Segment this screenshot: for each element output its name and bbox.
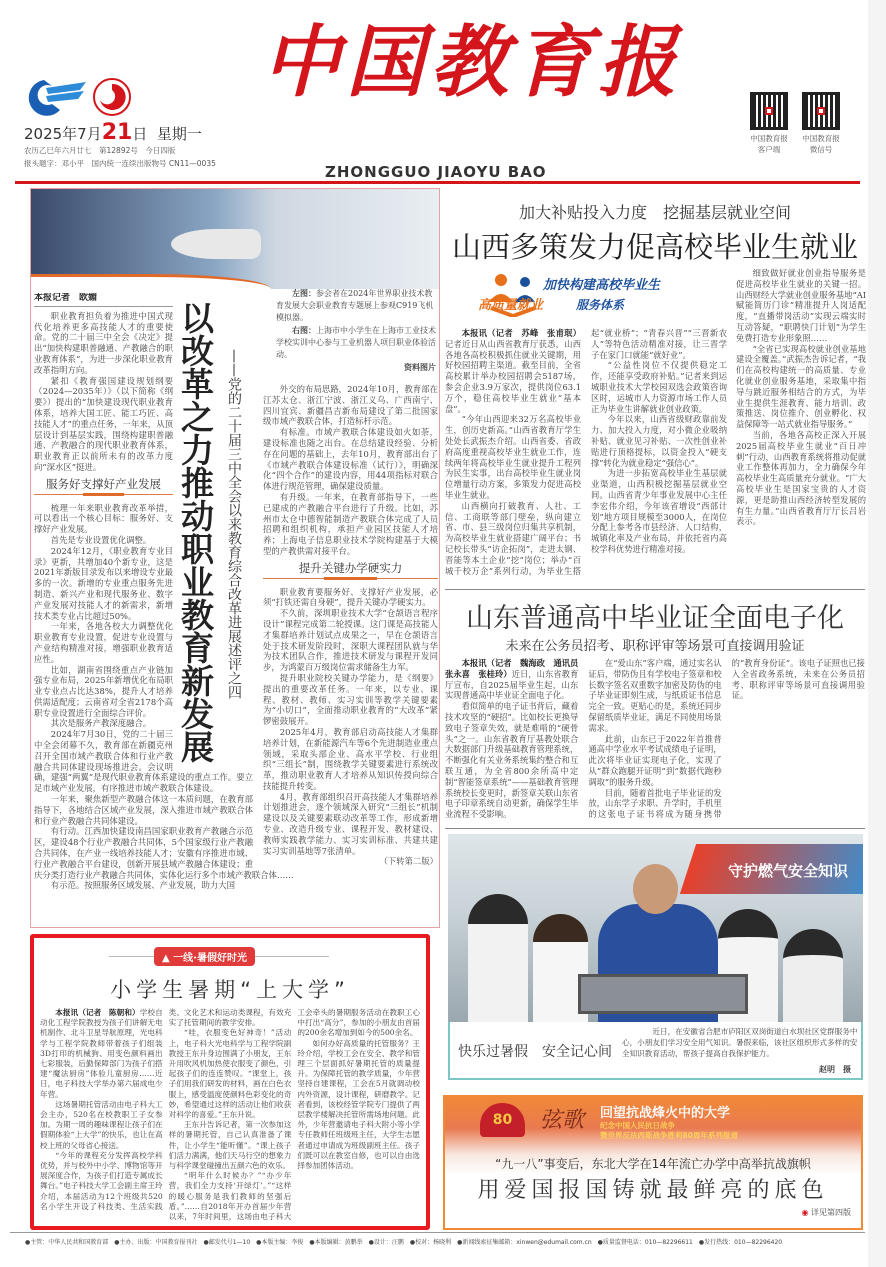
tag-label: 一线·暑假好时光	[173, 953, 247, 964]
newspaper-logos	[22, 76, 137, 122]
photo-feature-caption: 近日，在安徽省合肥市庐阳区双岗街道白水坝社区党群服务中心，小朋友们学习安全用气知识。暑假来临，该社区组织形式多样的安全知识教育活动，帮孩子提高自我保护能力。	[622, 1027, 858, 1058]
paragraph: 细致做好就业创业指导服务是促进高校毕业生就业的关键一招。山西财经大学就业创业服务基地“AI赋能简历门诊”精准提升人岗适配度，“直播带岗活动”实现云端实时互动答疑，“职聘快门计划”为学生免费打造专业形象照……	[736, 268, 866, 343]
feature-banner	[443, 1095, 863, 1230]
caption-label: 右图：	[292, 325, 316, 335]
qr-code-icon	[802, 92, 840, 130]
summer-article	[30, 934, 430, 1230]
paragraph: 山西横向打破教育、人社、工信、工商联等部门壁垒，纵向建立省、市、县三级岗位归集共享机制，为高校毕业生就业搭建广阔平台；书记校长带头“访企拓岗”，走进太钢、晋能等本土企业“挖”岗位；举办“百城千校万企”系列行动，为毕业生搭起“就业桥”；“青春兴晋”“三晋新农人”等特色活动精准对接，让三晋学子在家门口就能“就好业”。	[445, 328, 727, 576]
paragraph: 一年来，聚焦新型产教融合体这一本质问题，在教育部指导下，各地结合区域产业发展，深入推进市域产教联合体和行业产教融合共同体建设。	[34, 794, 253, 826]
photo-caption-box	[448, 1022, 863, 1080]
child	[468, 894, 528, 1022]
paragraph: 首先是专业设置优化调整。	[50, 534, 152, 545]
paragraph: 有标准。市域产教联合体建设如火如荼，建设标准也随之出台。在总结建设经验、分析存在问题的基础上，去年10月，教育部出台了《市域产教联合体建设标准（试行）》，明确深化“四个合作”的建设内容，用44项指标对联合体进行规范管理，确保建设质量。	[263, 427, 438, 492]
circle-bullet-icon: ◉	[801, 1208, 811, 1217]
paragraph: 紧扣《教育强国建设规划纲要（2024—2035年）》（以下简称《纲要》）提出的“加快建设现代职业教育体系，培养大国工匠、能工巧匠、高技能人才”的重点任务，一年来，从顶层设计到基层实践，围绕构建职普融通、产教融合的现代职业教育体系，职业教育正以前所未有的改革力度向“深水区”挺进。	[34, 375, 173, 472]
lead-body	[34, 293, 438, 923]
paragraph: 此前，山东已于2022年首推普通高中学业水平考试成绩电子证明，此次将毕业证实现电子化，实现了从“群众跑腿开证明”到“数据代跑秒调取”的服务升级。	[588, 733, 722, 787]
masthead-title: 中国教育报	[262, 17, 683, 108]
qr-code-icon	[750, 92, 788, 130]
series-sub: 暨世界反法西斯战争胜利80周年系列报道	[600, 1131, 738, 1140]
column-tag	[154, 947, 255, 966]
banner-headline: 用爱国报国铸就最鲜亮的底色	[477, 1178, 829, 1203]
paragraph: 比如，湖南省围绕重点产业链加强专业布局，2025年新增优化布局职业专业点占比达38%，提升人才培养供需适配度；云南省对全省2178个高职专业设置进行全面综合评价。	[34, 664, 173, 718]
paragraph: 有示范。按照服务区域发展、产业发展，助力大国	[50, 880, 236, 891]
section-heading: 提升关键办学硬实力	[263, 563, 438, 579]
lead-headline: 以改革之力推动职业教育新发展	[176, 301, 215, 763]
masthead-divider	[15, 181, 860, 184]
paragraph: 2024年7月30日，党的二十届三中全会闭幕不久，教育部在新疆克州召开全国市域产教联合体和行业产教融合共同体建设现场推进会。会议明确，建强“两翼”是现代职业教育体系建设的重点工作。要立足市域产业发展，有序推进市域产教联合体建设。	[34, 729, 253, 794]
paragraph: 目前，随着首批电子毕业证的发放，山东学子求职、升学时，手机里的这张电子证书将成为随身携带的“教育身份证”。该电子证照也已接入全省政务系统，未来在公务员招考、职称评审等场景可直接调用验证。	[588, 658, 865, 820]
shandong-subhead: 未来在公务员招考、职称评审等场景可直接调用验证	[505, 639, 805, 654]
paragraph: 王东升告诉记者，第一次参加这样的暑期托管，自己认真准备了课件，让小学生“能听懂”。“课上孩子们活力满满，他们天马行空的想象力与科学课堂碰撞出五颜六色的欢乐。	[168, 1120, 292, 1171]
shanxi-body-right	[736, 268, 866, 584]
date-day: 21	[101, 120, 133, 145]
shanxi-headline: 山西多策发力促高校毕业生就业	[451, 230, 858, 264]
logo-line1: 加快构建高校毕业生	[543, 278, 661, 293]
paragraph: “今年山西迎来32万名高校毕业生，创历史新高。”山西省教育厅学生处处长武振杰介绍。山西省委、省政府高度重视高校毕业生就业工作，连续两年将高校毕业生就业提升工程列为民生实事，出台高校毕业生就业岗位增量行动方案，多策发力促进高校毕业生就业。	[445, 414, 581, 500]
logo-icon	[22, 76, 137, 118]
photo-curve	[31, 274, 271, 289]
paragraph: “全省已实现高校就业创业基地建设全覆盖。”武振杰告诉记者，“我们在高校构建统一的高质量、专业化就业创业服务基地，采取集中指导与跳近服务相结合的方式，为毕业生提供生涯教育、能力培训、政策推送、岗位推介、创业孵化、权益保障等一站式就业指导服务。”	[736, 343, 866, 430]
paragraph: 2025年4月，教育部启动高技能人才集群培养计划，在新能源汽车等6个先进制造业重点领域，采取头部企业、高水平学校、行业组织“三组长”制，围绕教学关键要素进行系统改革，推动职业教育人才培养从知识传授向综合技能提升转变。	[263, 726, 438, 791]
banner-kicker: “九一八”事变后，东北大学在14年流亡办学中高举抗战旗帜	[495, 1157, 811, 1171]
gas-stove	[578, 974, 748, 1014]
paragraph: 职业教育要服务好、支撑好产业发展，必须“打铁还需自身硬”，提升关键办学硬实力。	[263, 586, 438, 608]
paragraph: 学校自动化工程学院教授为孩子们讲解无电机制作、北斗卫星导航原理，光电科学与工程学院教师带着孩子们组装3D打印的机械狗、用变色颜料画出七彩服装，后勤保障部门为孩子们搭建“魔法厨房”体验儿童厨房……近日，电子科技大学举办第六届成电少年营。	[40, 1008, 163, 1099]
logo-line2a: 高质量就业	[478, 298, 544, 313]
paragraph: 梳理一年来职业教育改革举措，可以看出一个核心目标：服务好、支撑好产业发展。	[34, 502, 173, 535]
qr-label: 微信号	[809, 145, 833, 154]
paragraph: “公益性岗位不仅提供稳定工作，还能享受政府补贴。”记者来到运城职业技术大学校园双选会政策咨询区时，运城市人力资源市场工作人员正为毕业生讲解就业创业政策。	[591, 360, 727, 414]
paragraph: 今年以来，山西省级财政靠前发力、加大投入力度，对小微企业吸纳补贴、就业见习补贴、一次性创业补贴进行顶格提标，以资金投入“硬支撑”转化为就业稳定“强信心”。	[591, 414, 727, 468]
byline: 本报讯（记者 苏峰 张甫珉）	[461, 328, 581, 338]
logo-line2b: 服务体系	[576, 298, 625, 312]
lead-headline-block	[173, 301, 253, 771]
lead-article	[30, 188, 440, 928]
caption-label: 左图：	[292, 288, 316, 298]
lead-photo	[31, 189, 439, 289]
see-more-link[interactable]	[801, 1207, 851, 1218]
shanxi-kicker: 加大补贴投入力度 挖掘基层就业空间	[518, 203, 791, 222]
paragraph: “今年的课程充分发挥高校学科优势，并与校外中小学、博物馆等开展深度合作，为孩子们打造专属成长舞台。”电子科技大学工会副主席王玲介绍，本届活动为12个班级共520名小学生开设了科技类、生活实践类、文化艺术和运动类课程，有效充实了托管期间的教学安排。	[40, 1008, 292, 1211]
continued-note[interactable]: （下转第二版）	[379, 856, 438, 867]
paragraph: 看似简单的电子证书背后，藏着技术攻坚的“硬招”。比如校长更换导致电子签章失效，就是难啃的“硬骨头”之一。山东省教育厅基教处联合大数据部门升级基础教育管理系统，不断强化有关业务系统集约整合和互联互通，为全省800余所高中定制“智能签章系统”——基础教育管理系统校长变更时，新签章关联山东省电子印章系统自动更新，确保学生毕业流程不受影响。	[445, 701, 579, 820]
paragraph: 职业教育担负着为推进中国式现代化培养更多高技能人才的重要使命。党的二十届三中全会《决定》提出“加快构建职普融通、产教融合的职业教育体系”，为进一步深化职业教育改革指明方向。	[34, 310, 173, 375]
issue-info: 农历乙巳年六月廿七 第12892号 今日四版	[24, 146, 176, 155]
caption-right: 上海市中小学生在上海市工业技术学校实训中心参与工业机器人项目职业体验活动。	[276, 326, 436, 359]
qr-app[interactable]	[750, 92, 788, 155]
banner-script: 弦歌	[540, 1108, 585, 1133]
lead-right-column	[263, 384, 438, 867]
see-more-label: 详见第四版	[811, 1208, 851, 1217]
shanxi-body-left	[445, 328, 727, 584]
paragraph: 在“爱山东”客户端，通过实名认证后，带防伪且有学校电子签章和校长数字签名双重数字加密及防伪的电子毕业证即刻生成，与纸质证书信息完全一致。更贴心的是，系统还同步保留纸质毕业证，满足不同使用场景需求。	[588, 658, 722, 733]
instructor-head	[633, 864, 678, 914]
qr-label: 中国教育报	[802, 134, 840, 143]
weekday: 星期一	[156, 125, 202, 143]
photo-feature-title: 快乐过暑假 安全记心间	[458, 1044, 612, 1060]
qr-codes	[750, 92, 840, 155]
shandong-headline: 山东普通高中毕业证全面电子化	[466, 603, 844, 634]
qr-label: 中国教育报	[750, 134, 788, 143]
caption-left: 参会者在2024年世界职业技术教育发展大会职业教育专题展上参观C919飞机模拟器。	[276, 289, 434, 322]
poster-text: 守护燃气安全知识	[728, 862, 849, 880]
photo-credit: 赵明 摄	[819, 1065, 851, 1074]
section-heading: 服务好支撑好产业发展	[34, 479, 173, 495]
fan-icon: ▲	[162, 953, 174, 964]
safety-photo	[448, 834, 863, 1022]
masthead-pinyin: ZHONGGUO JIAOYU BAO	[325, 163, 547, 181]
paragraph: “明年什么时候办？”“办少年营，我们全力支持‘开绿灯’。”“这样的暖心服务是我们教师的坚强后盾。”……自2018年开办首届少年营以来，7年时间里，这场由电子科大工会牵头的暑期服务活动在教职工心中打出“高分”，参加的小朋友由首届的200余名增加到如今的500余名。	[168, 1008, 420, 1222]
paragraph: 提升职业院校关键办学能力，是《纲要》提出的重要改革任务。一年来，以专业、课程、教材、教师、实习实训等教学关键要素为“小切口”，全面推动职业教育的“大改革”紧锣密鼓展开。	[263, 672, 438, 727]
summer-headline: 小学生暑期“上大学”	[110, 978, 350, 1002]
photo-credit: 资料图片	[404, 362, 436, 372]
byline: 本报讯（记者 魏海政 通讯员 张永喜 张桂玲）	[445, 658, 587, 679]
byline: 本报记者 欧媚	[34, 293, 173, 307]
shandong-body	[445, 658, 865, 824]
employment-service-logo	[478, 272, 678, 322]
qr-wechat[interactable]	[802, 92, 840, 155]
date-suffix: 日	[132, 125, 148, 143]
paragraph: 外交的布局思路，2024年10月，教育部在江苏太仓、浙江宁波、浙江义乌、广西南宁、四川宜宾、新疆昌吉新布局建设了第二批国家级市域产教联合体，打造标杆示范。	[263, 384, 438, 427]
paragraph: 有升级。一年来，在教育部指导下，一些已建成的产教融合平台进行了升级。比如，苏州市太仓中德智能制造产教联合体完成了人员招聘和组织机构，承担产业园区技能人才培养；上海电子信息职业技术学院构建基于大模型的产教供需对接平台。	[263, 491, 438, 556]
child	[783, 929, 843, 1022]
paragraph: 4月，教育部组织召开高技能人才集群培养计划推进会，逐个领域深入研究“三组长”机制建设以及关键要素联动改革等工作，形成新增专业、改造升级专业、课程开发、教材建设、教师实践教学能力、实习实训标准、共建共建实习实训基地等7张清单。	[263, 791, 438, 856]
paragraph: 有行动。江西加快建设南昌国家职业教育产教融合示范区，建设48个行业产教融合共同体，5个国家级行业产教融合共同体，在产业一线培养技能人才；安徽有序推进市域、行业产教融合平台建设，创新开展县域产教融合体建设；重庆分类打造行业产教融合共同体，实体化运行多个市域产教联合体……	[34, 826, 294, 880]
qr-label: 客户端	[757, 145, 781, 154]
photo-caption	[276, 287, 436, 373]
anniversary-badge: 80	[480, 1103, 525, 1137]
footer-credits: ●主管：中华人民共和国教育部 ●主办、出版：中国教育报刊社 ●邮发代号1—10 ●本版主编：李俊 ●本版编辑：黄鹏举 ●设计：汪鹏 ●校对：杨晓利 ●新闻线索征集邮箱：xinwen@edumail.com.cn ●质量监督电话：010—82296611 ●发行热线：010—82296420	[25, 1239, 783, 1246]
aircraft-simulator	[171, 229, 261, 259]
paragraph: 2024年12月，《职业教育专业目录》更新，共增加40个新专业，这是2021年新版目录发布以来增设专业最多的一次。新增的专业重点服务先进制造、新兴产业和现代服务业、数字产业发展对技能人才的新需求，新增技术类专业占比超过50%。	[34, 545, 173, 621]
divider	[445, 589, 865, 590]
summer-body	[40, 1008, 420, 1224]
date-prefix: 2025年7月	[24, 125, 102, 143]
footer-rule	[10, 1232, 865, 1233]
paragraph: 当前，各地各高校正深入开展2025届高校毕业生就业“百日冲刺”行动，山西教育系统将推动促就业工作整体再加力，全力确保今年高校毕业生高质量充分就业。“广大高校毕业生是国家宝贵的人才资源，更是助推山西经济转型发展的有生力量。”山西省教育厅厅长吕岩表示。	[736, 429, 866, 527]
paragraph: 记者近日从山西省教育厅获悉，山西各地各高校积极抓住就业关键期，用好校园招聘主渠道。截至目前，全省高校累计举办校园招聘会5187场，参会企业3.9万家次，提供岗位63.1万个，稳住高校毕业生就业“基本盘”。	[445, 338, 581, 414]
lead-subtitle: ——党的二十届三中全会以来教育综合改革进展述评之四	[226, 349, 242, 699]
paragraph: 这场暑期托管活动由电子科大工会主办，520名在校教职工子女参加。为期一周的趣味课程让孩子们在假期体验“上大学”的快乐，也让在高校上班的父母省心接送。	[40, 1099, 163, 1150]
paragraph: 如何办好高质量的托管服务？王玲介绍，学校工会在安全、教学和管理三个层面抓好暑期托管的质量提升。为保障托管的教学质量，少年营坚持自建课程，工会在5月就调动校内外资源，设计课程，研磨教学。记者看到，该校经管学院专门提供了两层教学楼解决托管所需场地问题。此外，少年营邀请电子科大附小等小学专任教师任班级班主任，大学生志愿者通过申请成为班级副班主任。孩子们既可以在教室自修，也可以自由选择参加团体活动。	[297, 1038, 420, 1171]
paragraph: 为进一步拓宽高校毕业生基层就业渠道，山西积极挖掘基层就业空间。山西省青少年事业发展中心主任李宏伟介绍，今年该省增设“西部计划”地方项目规模至3000人，在岗位分配上参考各市县经济、人口结构，城镇化率及产业布局，并依托省内高校学科优势进行精准对接。	[591, 468, 727, 554]
paragraph: 不久前，深圳职业技术大学“仓颉语言程序设计”课程完成第二轮授课。这门课是高技能人才集群培养计划试点成果之一，早在仓颉语言处于技术研发阶段时，深职大课程团队就与华为技术团队合作，推进技术研发与课程开发同步，为鸿蒙百万级岗位需求储备生力军。	[263, 608, 438, 673]
series-sub: 纪念中国人民抗日战争	[600, 1121, 675, 1130]
paragraph: “哇，衣服变色好神奇！”活动上，电子科大光电科学与工程学院副教授王东升身边围满了小朋友，王东升用吹风机加热使衣服变了颜色，引起孩子们的连连赞叹。“课堂上，孩子们用我们研发的材料，画在白色衣服上，感受温度使颜料色彩变化的奇妙，希望通过这样的活动让他们收获对科学的喜爱。”王东升说。	[168, 1028, 292, 1120]
divider	[445, 828, 865, 829]
paragraph: 其次是服务产教深度融合。	[50, 718, 152, 729]
publication-info: 报头题字：邓小平 国内统一连续出版物号 CN11—0035	[24, 159, 216, 168]
paragraph: 近日，山东省教育厅宣布，自2025届毕业生起，山东实现普通高中毕业证全面电子化。	[445, 668, 579, 701]
series-title: 回望抗战烽火中的大学	[600, 1106, 731, 1121]
issue-date	[24, 120, 202, 145]
paragraph: 一年来，各地各校大力调整优化职业教育专业设置，促进专业设置与产业结构精准对接，增强职业教育适应性。	[34, 621, 173, 664]
byline: 本报讯（记者 陈朝和）	[55, 1008, 140, 1017]
